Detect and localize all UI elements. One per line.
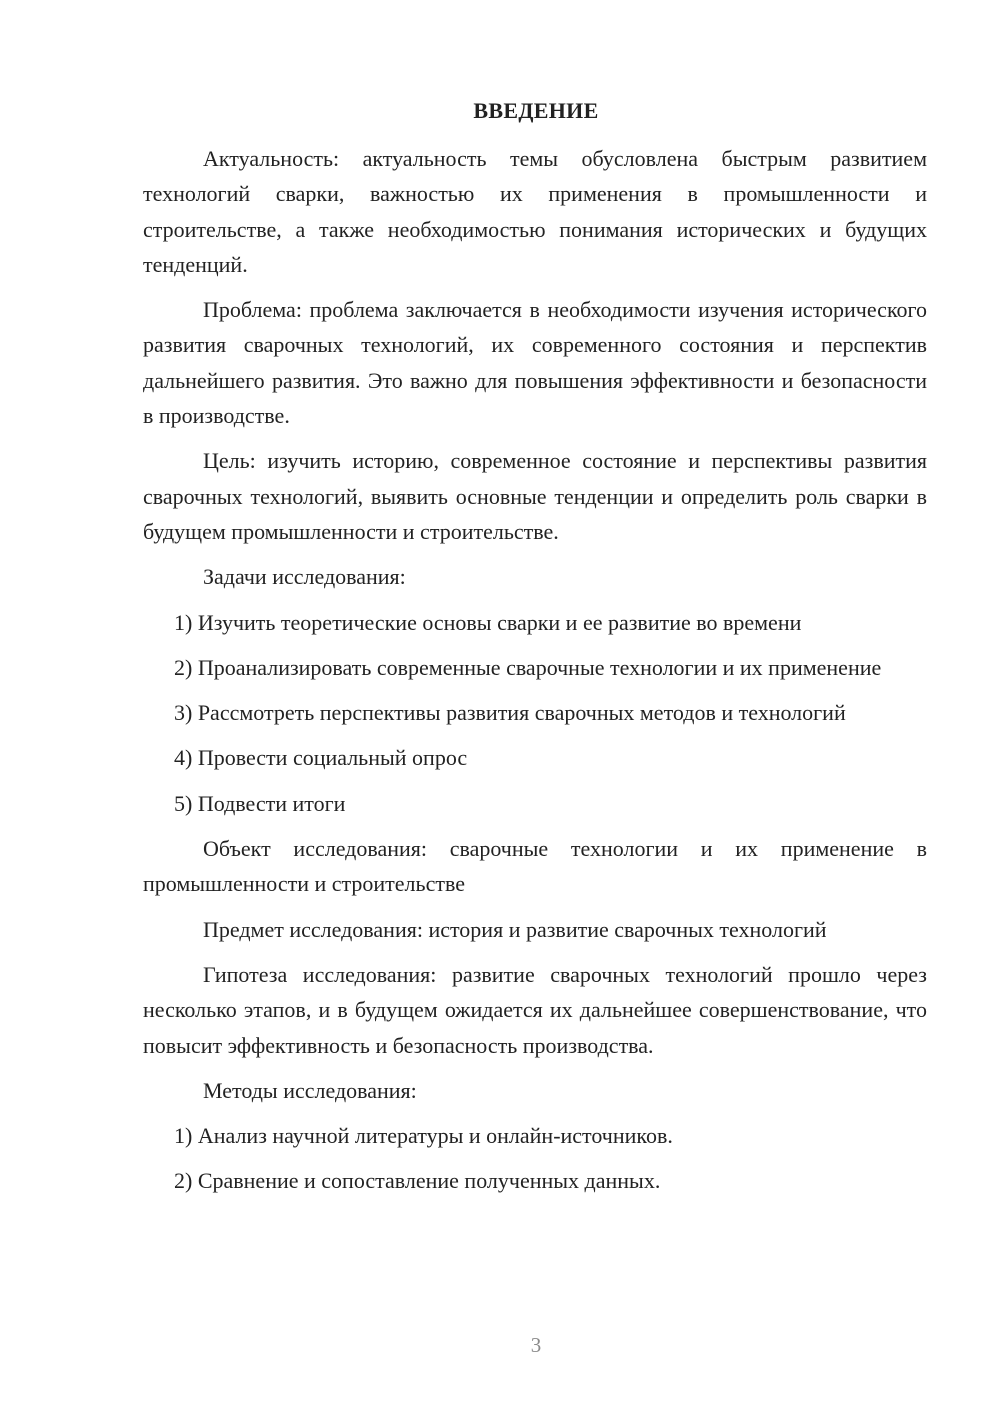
paragraph-relevance: Актуальность: актуальность темы обусловлена быстрым развитием технологий сварки, важностью их применения в промышленности и строительстве, а также необходимостью понимания исторических и будущих тенденций. [143, 146, 927, 277]
section-title: ВВЕДЕНИЕ [473, 98, 599, 123]
paragraph-tasks-heading: Задачи исследования: [203, 564, 406, 590]
paragraph-hypothesis: Гипотеза исследования: развитие сварочных технологий прошло через несколько этапов, и в будущем ожидается их дальнейшее совершенствование, что повысит эффективность и безопасность производства. [143, 961, 927, 1058]
paragraph-object: Объект исследования: сварочные технологии и их применение в промышленности и строительстве [143, 836, 927, 897]
paragraph-subject: Предмет исследования: история и развитие сварочных технологий [203, 916, 827, 942]
method-item-1: 1) Анализ научной литературы и онлайн-источников. [174, 1123, 673, 1149]
page-number: 3 [530, 1333, 542, 1357]
paragraph-problem: Проблема: проблема заключается в необходимости изучения исторического развития сварочных технологий, их современного состояния и перспектив дальнейшего развития. Это важно для повышения эффективности и безопасности в производстве. [143, 297, 927, 429]
task-item-1: 1) Изучить теоретические основы сварки и ее развитие во времени [174, 609, 802, 635]
method-item-2: 2) Сравнение и сопоставление полученных данных. [174, 1168, 661, 1194]
task-item-5: 5) Подвести итоги [174, 790, 346, 816]
paragraph-methods-heading: Методы исследования: [203, 1077, 417, 1103]
task-item-3: 3) Рассмотреть перспективы развития сварочных методов и технологий [174, 700, 846, 726]
task-item-4: 4) Провести социальный опрос [174, 745, 468, 771]
paragraph-goal: Цель: изучить историю, современное состояние и перспективы развития сварочных технологий, выявить основные тенденции и определить роль сварки в будущем промышленности и строительстве. [143, 448, 927, 544]
task-item-2: 2) Проанализировать современные сварочные технологии и их применение [174, 654, 882, 680]
document-body [143, 141, 927, 1209]
